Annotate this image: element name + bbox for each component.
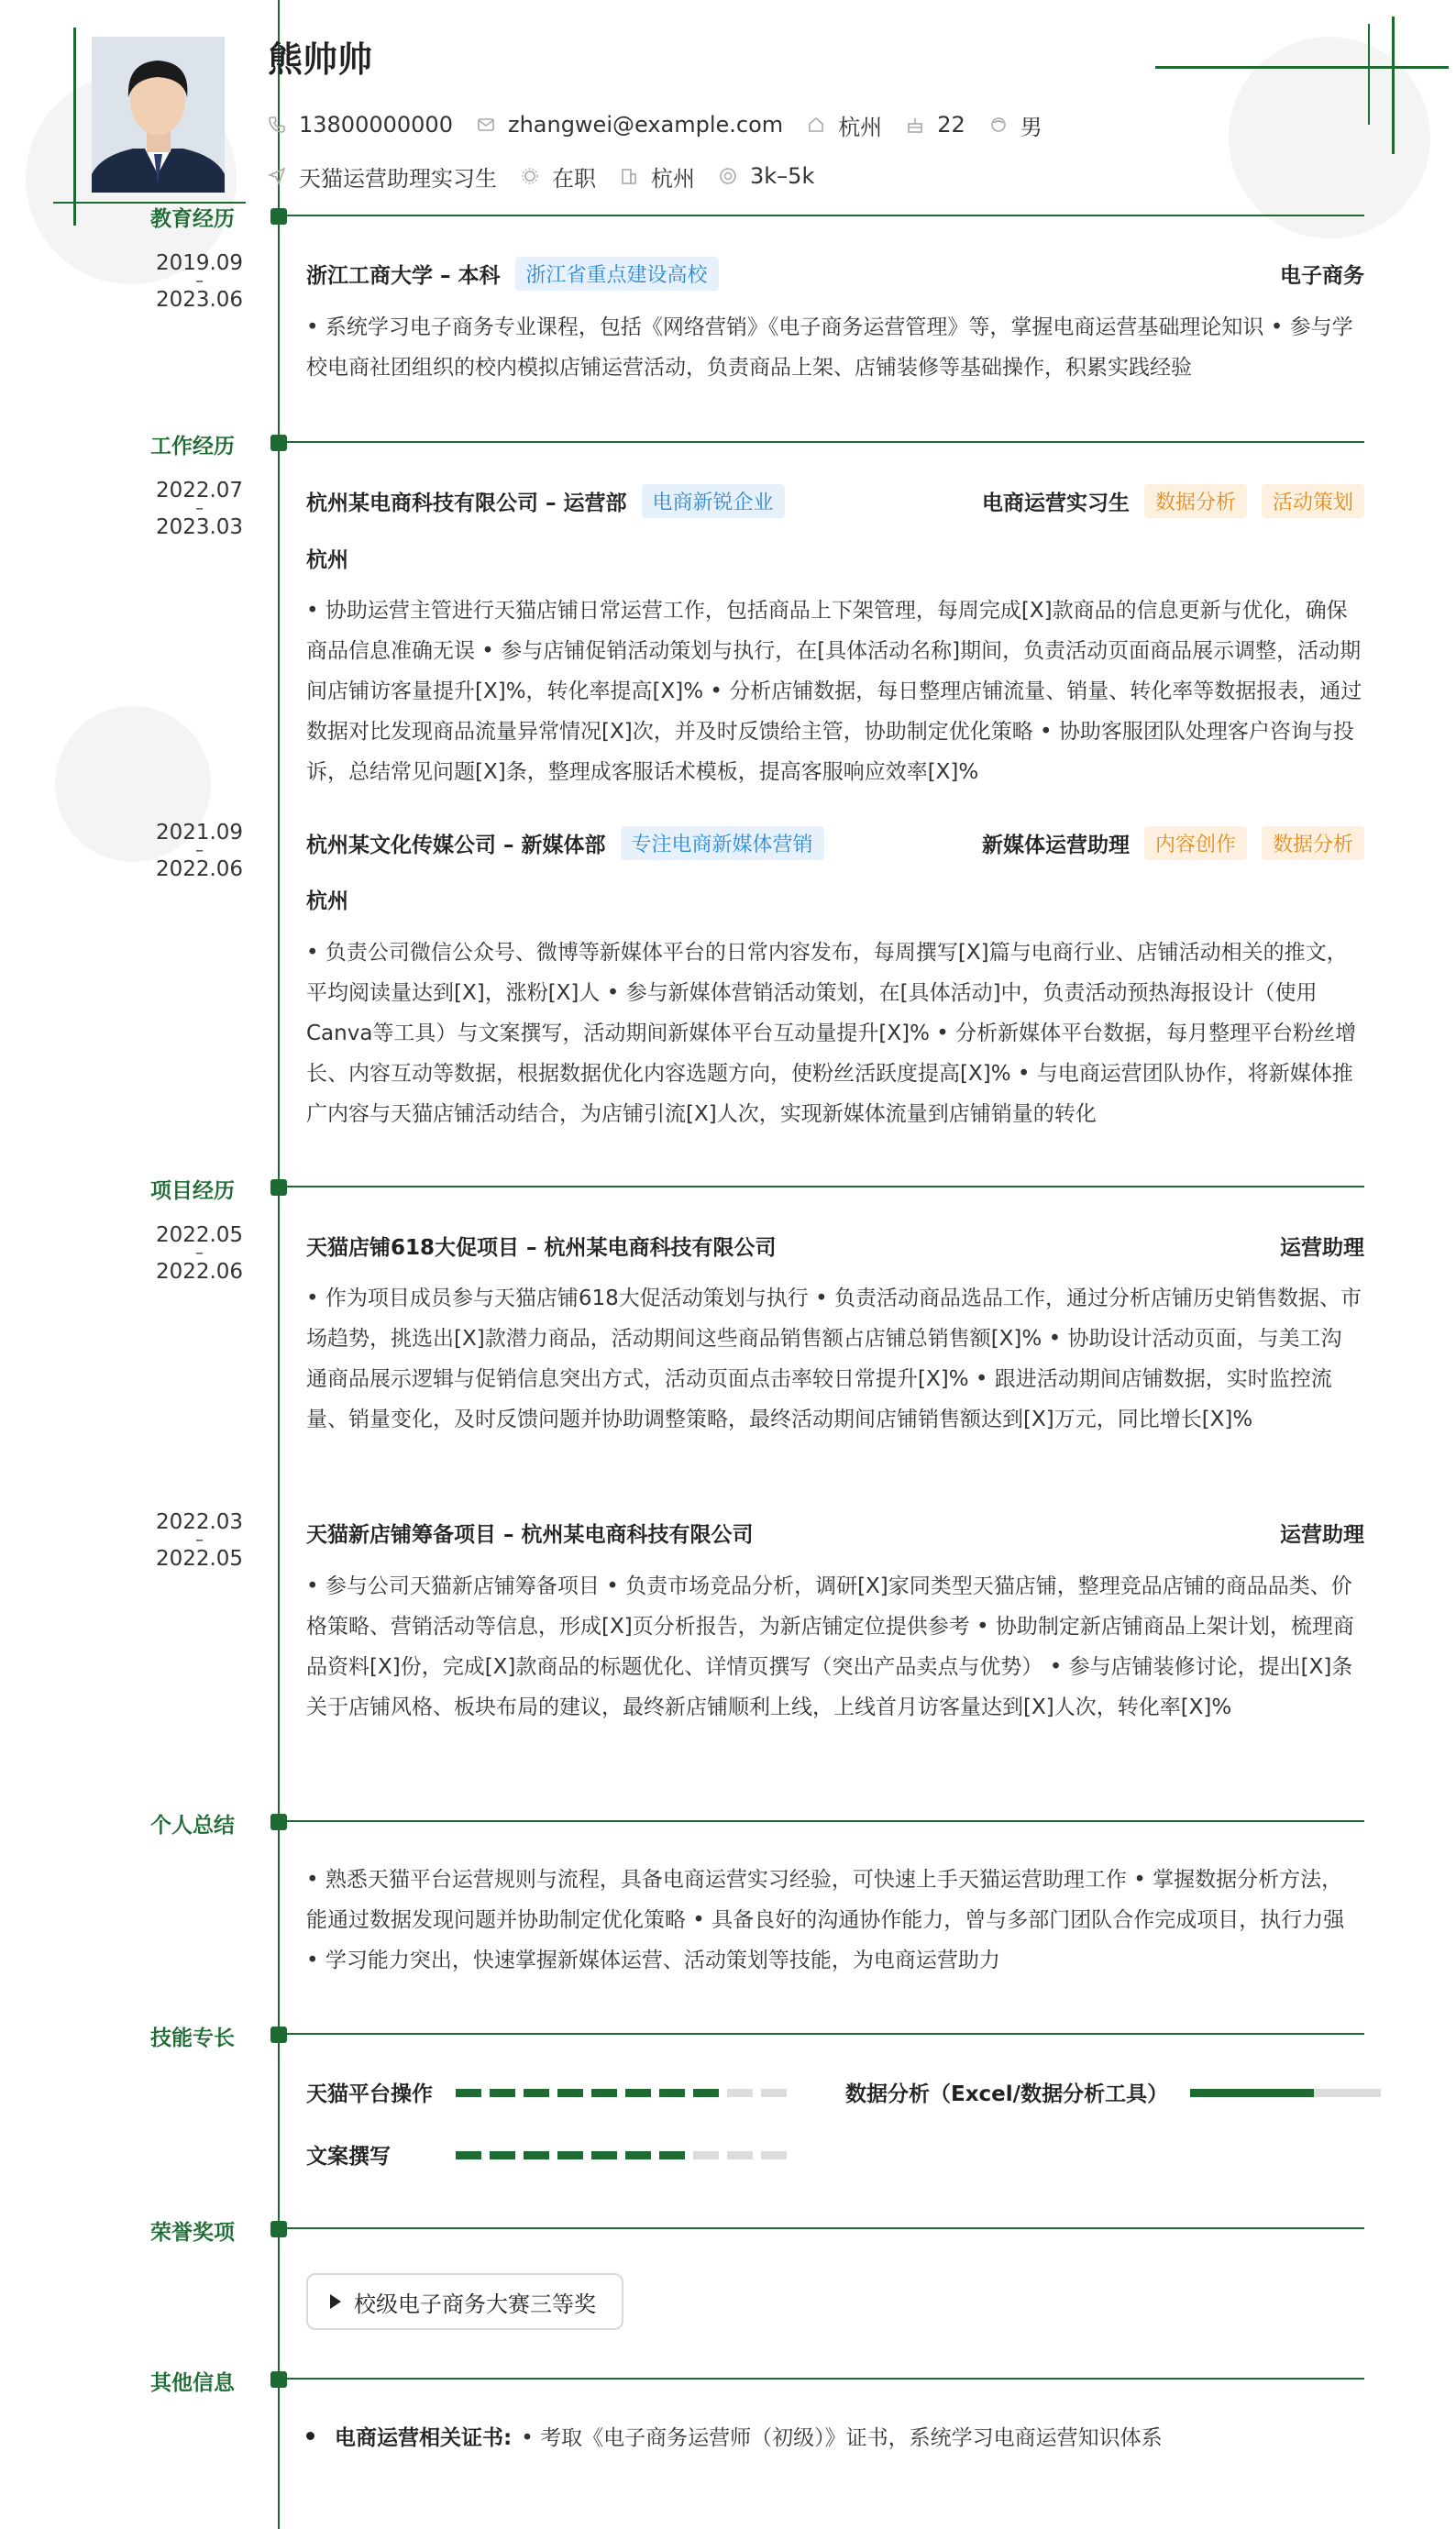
section-title-projects: 项目经历 bbox=[150, 1179, 235, 1203]
skill-name: 天猫平台操作 bbox=[306, 2082, 433, 2106]
timeline-node bbox=[270, 2221, 287, 2237]
timeline-node bbox=[270, 1814, 287, 1830]
skill-level-segment bbox=[557, 2089, 583, 2097]
skill-level-segment bbox=[524, 2151, 549, 2159]
candidate-name: 熊帅帅 bbox=[268, 39, 373, 80]
home-icon bbox=[807, 116, 825, 134]
date-end: 2023.03 bbox=[155, 515, 244, 539]
date-range: 2022.03 – 2022.05 bbox=[155, 1510, 244, 1571]
skill-level-segment bbox=[591, 2089, 617, 2097]
job-role: 电商运营实习生 bbox=[981, 491, 1130, 515]
age-item bbox=[906, 112, 965, 138]
date-range: 2019.09 – 2023.06 bbox=[155, 251, 244, 312]
date-start: 2022.07 bbox=[155, 479, 244, 502]
skill-level-segment bbox=[524, 2089, 549, 2097]
project-title: 天猫新店铺筹备项目 – 杭州某电商科技有限公司 bbox=[306, 1522, 754, 1547]
status-text: 在职 bbox=[552, 165, 596, 192]
skill-level-segment bbox=[490, 2151, 515, 2159]
gender-item bbox=[989, 109, 1042, 141]
section-title-skills: 技能专长 bbox=[150, 2027, 235, 2050]
certificate-text: • 考取《电子商务运营师（初级）》证书，系统学习电商运营知识体系 bbox=[521, 2426, 1163, 2450]
date-end: 2023.06 bbox=[155, 288, 244, 312]
skill-level-segment bbox=[761, 2151, 787, 2159]
cake-icon bbox=[906, 116, 924, 134]
work-header bbox=[306, 824, 1364, 861]
company-name: 杭州某文化传媒公司 – 新媒体部 bbox=[306, 833, 606, 857]
summary-text: • 熟悉天猫平台运营规则与流程，具备电商运营实习经验，可快速上手天猫运营助理工作 • 掌握数据分析方法，能通过数据发现问题并协助制定优化策略 • 具备良好的沟通协作能力，曾与多部门团队合作完成项目，执行力强 • 学习能力突出，快速掌握新媒体运营、活动策划等技能，为电商运营助力 bbox=[306, 1868, 1345, 1972]
gender-text: 男 bbox=[1020, 114, 1042, 140]
bullet-icon bbox=[306, 2432, 314, 2440]
skill-level-segment bbox=[693, 2151, 719, 2159]
company-name: 杭州某电商科技有限公司 – 运营部 bbox=[306, 491, 627, 515]
coin-icon bbox=[719, 167, 737, 185]
section-divider bbox=[284, 2033, 1364, 2035]
school-tag: 浙江省重点建设高校 bbox=[515, 257, 719, 291]
section-title-honors: 荣誉奖项 bbox=[150, 2221, 235, 2245]
date-start: 2022.05 bbox=[155, 1223, 244, 1247]
job-role: 新媒体运营助理 bbox=[981, 833, 1130, 857]
project-description: • 参与公司天猫新店铺筹备项目 • 负责市场竞品分析，调研[X]家同类型天猫店铺，整理竞品店铺的商品品类、价格策略、营销活动等信息，形成[X]页分析报告，为新店铺定位提供参考 • 协助制定新店铺商品上架计划，梳理商品资料[X]份，完成[X]款商品的标题优化、详情页撰写（突出产品卖点与优势） • 参与店铺装修讨论，提出[X]条关于店铺风格、板块布局的建议，最终新店铺顺利上线，上线首月访客量达到[X]人次，转化率[X]% bbox=[306, 1574, 1354, 1719]
section-divider bbox=[284, 2227, 1364, 2229]
section-divider bbox=[284, 215, 1364, 216]
skill-level-segment bbox=[591, 2151, 617, 2159]
work-location: 杭州 bbox=[306, 889, 348, 913]
section-title-work: 工作经历 bbox=[150, 435, 235, 458]
target-city-text: 杭州 bbox=[651, 165, 695, 192]
award-badge[interactable] bbox=[306, 2273, 623, 2330]
skill-tag: 内容创作 bbox=[1144, 826, 1247, 860]
skill-level-segment bbox=[456, 2089, 481, 2097]
award-text: 校级电子商务大赛三等奖 bbox=[354, 2291, 596, 2317]
date-start: 2021.09 bbox=[155, 821, 244, 845]
job-intent-row bbox=[268, 160, 838, 193]
timeline-node bbox=[270, 1179, 287, 1196]
skill-level-segment bbox=[490, 2089, 515, 2097]
project-title: 天猫店铺618大促项目 – 杭州某电商科技有限公司 bbox=[306, 1235, 777, 1260]
date-end: 2022.05 bbox=[155, 1547, 244, 1571]
skill-level-bar bbox=[456, 2151, 795, 2159]
location-text: 杭州 bbox=[838, 114, 883, 140]
skill-level-segment bbox=[761, 2089, 787, 2097]
avatar bbox=[92, 37, 225, 193]
skill-level-segment bbox=[557, 2151, 583, 2159]
work-header bbox=[306, 482, 1364, 519]
section-title-summary: 个人总结 bbox=[150, 1814, 235, 1838]
timeline-line bbox=[278, 0, 280, 2529]
decor-line bbox=[1392, 17, 1395, 154]
skill-level-segment bbox=[659, 2089, 685, 2097]
work-location: 杭州 bbox=[306, 548, 348, 572]
timeline-node bbox=[270, 208, 287, 225]
decor-line bbox=[1155, 66, 1449, 69]
age-text: 22 bbox=[937, 112, 965, 138]
date-end: 2022.06 bbox=[155, 857, 244, 881]
education-description: • 系统学习电子商务专业课程，包括《网络营销》《电子商务运营管理》等，掌握电商运营基础理论知识 • 参与学校电商社团组织的校内模拟店铺运营活动，负责商品上架、店铺装修等基础操作，积累实践经验 bbox=[306, 315, 1353, 380]
date-start: 2022.03 bbox=[155, 1510, 244, 1534]
skill-tag: 数据分析 bbox=[1262, 826, 1364, 860]
date-range: 2021.09 – 2022.06 bbox=[155, 821, 244, 881]
building-icon bbox=[620, 167, 638, 185]
date-end: 2022.06 bbox=[155, 1260, 244, 1284]
skill-level-segment bbox=[625, 2089, 651, 2097]
section-title-other: 其他信息 bbox=[150, 2371, 235, 2395]
skill-tag: 活动策划 bbox=[1262, 484, 1364, 518]
status-item bbox=[521, 160, 596, 193]
send-icon bbox=[268, 167, 286, 185]
education-header bbox=[306, 255, 1364, 292]
status-icon bbox=[521, 167, 539, 185]
skill-level-segment bbox=[727, 2151, 753, 2159]
work-description: • 协助运营主管进行天猫店铺日常运营工作，包括商品上下架管理，每周完成[X]款商品的信息更新与优化，确保商品信息准确无误 • 参与店铺促销活动策划与执行，在[具体活动名称]期间，负责活动页面商品展示调整，活动期间店铺访客量提升[X]%，转化率提高[X]% • 分析店铺数据，每日整理店铺流量、销量、转化率等数据报表，通过数据对比发现商品流量异常情况[X]次，并及时反馈给主管，协助制定优化策略 • 协助客服团队处理客户咨询与投诉，总结常见问题[X]条，整理成客服话术模板，提高客服响应效率[X]% bbox=[306, 599, 1362, 784]
mail-icon bbox=[477, 116, 495, 134]
company-tag: 专注电商新媒体营销 bbox=[621, 826, 824, 860]
skill-level-bar bbox=[456, 2089, 795, 2097]
skill-level-bar bbox=[1190, 2089, 1381, 2097]
timeline-node bbox=[270, 2371, 287, 2388]
skill-level-fill bbox=[1190, 2089, 1314, 2097]
timeline-node bbox=[270, 435, 287, 451]
school-name: 浙江工商大学 – 本科 bbox=[306, 263, 501, 288]
project-role: 运营助理 bbox=[1280, 1235, 1364, 1260]
major: 电子商务 bbox=[1280, 263, 1364, 288]
target-city-item bbox=[620, 160, 695, 193]
phone-text: 13800000000 bbox=[299, 112, 453, 138]
contact-row bbox=[268, 108, 1066, 141]
play-icon bbox=[330, 2294, 341, 2309]
skill-level-segment bbox=[456, 2151, 481, 2159]
section-divider bbox=[284, 1186, 1364, 1187]
target-job-text: 天猫运营助理实习生 bbox=[299, 165, 497, 192]
timeline-node bbox=[270, 2027, 287, 2043]
skill-level-segment bbox=[727, 2089, 753, 2097]
decor-line bbox=[73, 28, 76, 226]
salary-text: 3k–5k bbox=[750, 163, 815, 189]
skill-tag: 数据分析 bbox=[1144, 484, 1247, 518]
project-header bbox=[306, 1514, 1364, 1551]
skill-level-segment bbox=[659, 2151, 685, 2159]
section-title-education: 教育经历 bbox=[150, 207, 235, 231]
email-text: zhangwei@example.com bbox=[507, 112, 784, 138]
company-tag: 电商新锐企业 bbox=[642, 484, 785, 518]
phone-item bbox=[268, 112, 453, 138]
skill-level-segment bbox=[693, 2089, 719, 2097]
decor-line bbox=[1368, 24, 1370, 125]
section-divider bbox=[284, 2378, 1364, 2380]
gender-icon bbox=[989, 116, 1008, 134]
target-job-item bbox=[268, 160, 497, 193]
phone-icon bbox=[268, 116, 286, 134]
date-start: 2019.09 bbox=[155, 251, 244, 275]
work-description: • 负责公司微信公众号、微博等新媒体平台的日常内容发布，每周撰写[X]篇与电商行业、店铺活动相关的推文，平均阅读量达到[X]，涨粉[X]人 • 参与新媒体营销活动策划，在[具体活动]中，负责活动预热海报设计（使用Canva等工具）与文案撰写，活动期间新媒体平台互动量提升[X]% • 分析新媒体平台数据，每月整理平台粉丝增长、内容互动等数据，根据数据优化内容选题方向，使粉丝活跃度提高[X]% • 与电商运营团队协作，将新媒体推广内容与天猫店铺活动结合，为店铺引流[X]人次，实现新媒体流量到店铺销量的转化 bbox=[306, 941, 1357, 1126]
email-item bbox=[477, 112, 783, 138]
skill-name: 文案撰写 bbox=[306, 2145, 391, 2169]
skill-level-segment bbox=[625, 2151, 651, 2159]
date-range: 2022.05 – 2022.06 bbox=[155, 1223, 244, 1284]
date-range: 2022.07 – 2023.03 bbox=[155, 479, 244, 539]
project-description: • 作为项目成员参与天猫店铺618大促活动策划与执行 • 负责活动商品选品工作，通过分析店铺历史销售数据、市场趋势，挑选出[X]款潜力商品，活动期间这些商品销售额占店铺总销售额[X]% • 协助设计活动页面，与美工沟通商品展示逻辑与促销信息突出方式，活动页面点击率较日常提升[X]% • 跟进活动期间店铺数据，实时监控流量、销量变化，及时反馈问题并协助调整策略，最终活动期间店铺销售额达到[X]万元，同比增长[X]% bbox=[306, 1287, 1362, 1431]
section-divider bbox=[284, 441, 1364, 443]
section-divider bbox=[284, 1820, 1364, 1822]
project-role: 运营助理 bbox=[1280, 1522, 1364, 1547]
certificate-label: 电商运营相关证书: bbox=[335, 2426, 513, 2450]
location-item bbox=[807, 109, 882, 141]
salary-item bbox=[719, 163, 814, 189]
skill-name: 数据分析（Excel/数据分析工具） bbox=[845, 2082, 1169, 2106]
project-header bbox=[306, 1227, 1364, 1264]
certificate-item bbox=[306, 2421, 1163, 2451]
